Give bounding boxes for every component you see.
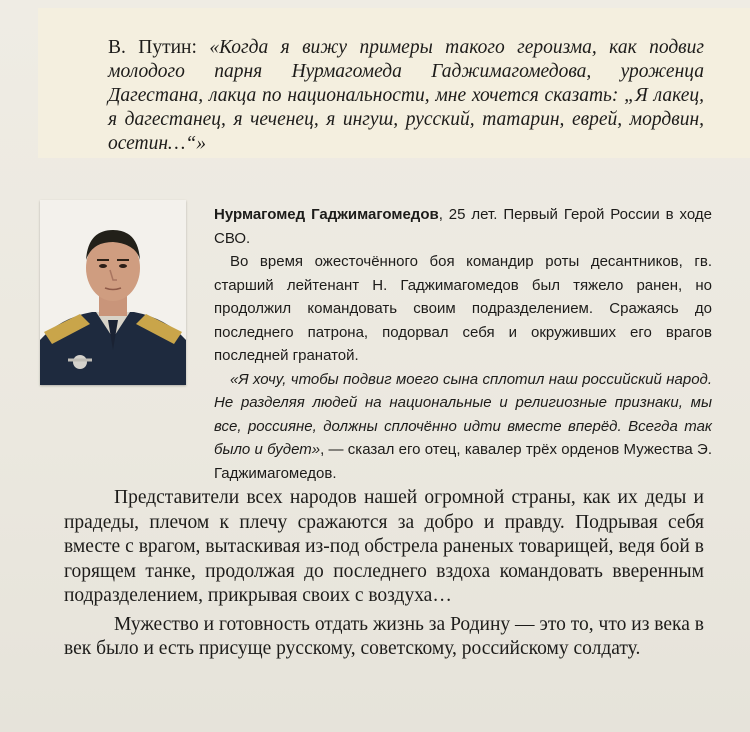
main-paragraph-2: Мужество и готовность отдать жизнь за Родину — это то, что из века в век было и есть присуще русскому, советскому, российскому солдату.	[64, 613, 704, 659]
bio-intro: , 25 лет. Первый Герой России в ходе СВО.	[214, 206, 712, 247]
portrait-image	[40, 200, 186, 385]
father-quote: «Я хочу, чтобы подвиг моего сына сплотил наш российский народ. Не разделяя людей на национальные и религиозные признаки, мы все, россияне, должны сплочённо идти вместе вперёд. Всегда так было и будет»	[214, 370, 712, 458]
quote-speaker: В. Путин:	[108, 37, 197, 58]
bio-name: Нурмагомед Гаджимагомедов	[214, 206, 439, 223]
bio-paragraph: Во время ожесточённого боя командир роты десантников, гв. старший лейтенант Н. Гаджимагомедов был тяжело ранен, но продолжил командовать своим подразделением. Сражаясь до последнего патрона, подорвал себя и окруживших его врагов последней гранатой.	[214, 253, 712, 364]
quote-box	[38, 8, 750, 158]
father-attribution: , — сказал его отец, кавалер трёх орденов Мужества Э. Гаджимагомедов.	[214, 441, 712, 482]
quote-text: «Когда я вижу примеры такого героизма, как подвиг молодого парня Нурмагомеда Гаджимагомедова, уроженца Дагестана, лакца по национальности, мне хочется сказать: „Я лакец, я дагестанец, я чеченец, я ингуш, русский, татарин, еврей, мордвин, осетин…“»	[108, 37, 705, 154]
main-paragraph-1: Представители всех народов нашей огромной страны, как их деды и прадеды, плечом к плечу сражаются за добро и правду. Подрывая себя вместе с врагом, вытаскивая из-под обстрела раненых товарищей, ведя бой в горящем танке, продолжая до последнего вздоха командовать вверенным подразделением, прикрывая своих с воздуха…	[64, 487, 704, 606]
portrait-photo	[40, 200, 186, 385]
main-text	[64, 486, 704, 662]
bio-block	[214, 203, 712, 485]
